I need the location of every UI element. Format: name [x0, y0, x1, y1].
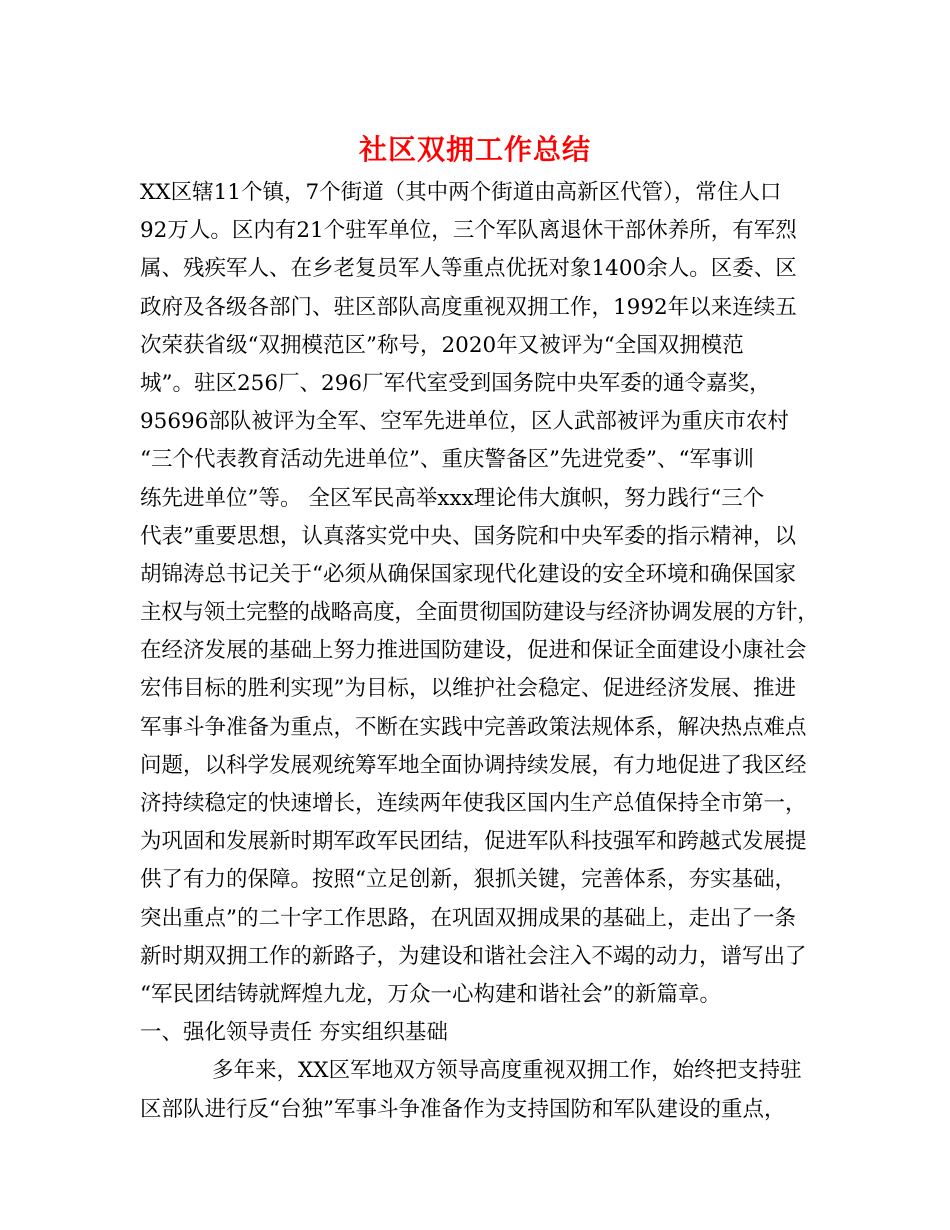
- body-line: 区部队进行反“台独”军事斗争准备作为支持国防和军队建设的重点，: [140, 1096, 786, 1122]
- body-line: 供了有力的保障。按照“立足创新，狠抓关键，完善体系，夯实基础，: [140, 867, 796, 893]
- body-line: 次荣获省级“双拥模范区”称号，2020年又被评为“全国双拥模范: [140, 332, 744, 358]
- document-title: 社区双拥工作总结: [358, 133, 591, 166]
- body-line: 问题，以科学发展观统筹军地全面协调持续发展，有力地促进了我区经: [140, 752, 807, 778]
- body-line: 突出重点”的二十字工作思路，在巩固双拥成果的基础上，走出了一条: [140, 905, 796, 931]
- body-line: 属、残疾军人、在乡老复员军人等重点优抚对象1400余人。区委、区: [140, 256, 797, 282]
- body-line: 代表”重要思想，认真落实党中央、国务院和中央军委的指示精神，以: [140, 523, 796, 549]
- body-line: “军民团结铸就辉煌九龙，万众一心构建和谐社会”的新篇章。: [140, 981, 721, 1007]
- body-line: XX区辖11个镇，7个街道（其中两个街道由高新区代管），常住人口: [140, 180, 782, 205]
- section-heading: 一、强化领导责任 夯实组织基础: [140, 1020, 448, 1046]
- body-line: “三个代表教育活动先进单位”、重庆警备区”先进党委”、“军事训: [140, 447, 754, 473]
- body-line: 政府及各级各部门、驻区部队高度重视双拥工作，1992年以来连续五: [140, 294, 797, 320]
- body-line: 宏伟目标的胜利实现”为目标，以维护社会稳定、促进经济发展、推进: [140, 676, 796, 702]
- body-line: 95696部队被评为全军、空军先进单位，区人武部被评为重庆市农村: [140, 409, 789, 435]
- body-line: 新时期双拥工作的新路子，为建设和谐社会注入不竭的动力，谱写出了: [140, 943, 807, 969]
- body-line: 多年来，XX区军地双方领导高度重视双拥工作，始终把支持驻: [212, 1058, 802, 1084]
- document-body: [140, 174, 820, 1129]
- body-line: 胡锦涛总书记关于“必须从确保国家现代化建设的安全环境和确保国家: [140, 561, 796, 587]
- body-line: 主权与领土完整的战略高度，全面贯彻国防建设与经济协调发展的方针，: [140, 600, 819, 626]
- body-line: 92万人。区内有21个驻军单位，三个军队离退休干部休养所，有军烈: [140, 218, 797, 244]
- body-line: 济持续稳定的快速增长，连续两年使我区国内生产总值保持全市第一，: [140, 791, 807, 816]
- body-line: 练先进单位”等。 全区军民高举xxx理论伟大旗帜，努力践行“三个: [140, 485, 765, 511]
- body-line: 城”。驻区256厂、296厂军代室受到国务院中央军委的通令嘉奖，: [140, 370, 771, 396]
- body-line: 为巩固和发展新时期军政军民团结，促进军队科技强军和跨越式发展提: [140, 829, 807, 855]
- body-line: 在经济发展的基础上努力推进国防建设，促进和保证全面建设小康社会: [140, 638, 807, 664]
- body-line: 军事斗争准备为重点，不断在实践中完善政策法规体系，解决热点难点: [140, 714, 807, 740]
